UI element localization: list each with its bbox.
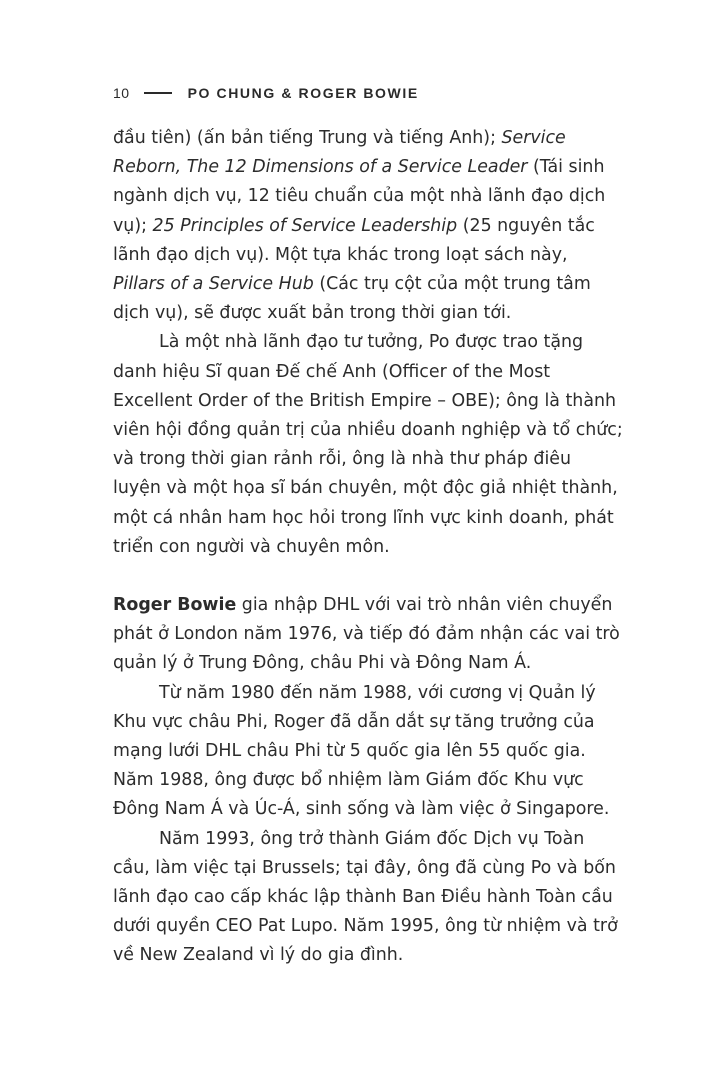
running-header-authors: PO CHUNG & ROGER BOWIE: [187, 85, 419, 101]
paragraph-roger-global: Năm 1993, ông trở thành Giám đốc Dịch vụ Toàn cầu, làm việc tại Brussels; tại đây, ông đã cùng Po và bốn lãnh đạo cao cấp khác lập thành Ban Điều hành Toàn cầu dưới quyền CEO Pat Lupo. Năm 1995, ông từ nhiệm và trở về New Zealand vì lý do gia đình.: [113, 828, 618, 966]
text-run: (Tái sinh ngành dịch vụ, 12 tiêu chuẩn của một nhà lãnh đạo dịch vụ);: [113, 157, 606, 236]
paragraph-roger-intro: [113, 591, 623, 679]
author-name-roger-bowie: Roger Bowie: [113, 595, 237, 616]
header-rule: [144, 92, 172, 94]
running-header: [113, 83, 419, 103]
book-title-pillars: Pillars of a Service Hub: [113, 274, 314, 295]
book-title-25-principles: 25 Principles of Service Leadership: [152, 215, 458, 236]
book-title-service-reborn: Service Reborn, The 12 Dimensions of a Service Leader: [113, 128, 566, 178]
text-run: (25 nguyên tắc lãnh đạo dịch vụ). Một tựa khác trong loạt sách này,: [113, 215, 595, 265]
page-number: 10: [113, 85, 130, 101]
text-run: đầu tiên) (ấn bản tiếng Trung và tiếng Anh);: [113, 128, 502, 148]
text-run: (Các trụ cột của một trung tâm dịch vụ), sẽ được xuất bản trong thời gian tới.: [113, 274, 591, 324]
paragraph-roger-africa: Từ năm 1980 đến năm 1988, với cương vị Quản lý Khu vực châu Phi, Roger đã dẫn dắt sự tăng trưởng của mạng lưới DHL châu Phi từ 5 quốc gia lên 55 quốc gia. Năm 1988, ông được bổ nhiệm làm Giám đốc Khu vực Đông Nam Á và Úc-Á, sinh sống và làm việc ở Singapore.: [113, 682, 610, 820]
section-spacer: [113, 562, 623, 591]
text-run: gia nhập DHL với vai trò nhân viên chuyển phát ở London năm 1976, và tiếp đó đảm nhận các vai trò quản lý ở Trung Đông, châu Phi và Đông Nam Á.: [113, 595, 620, 674]
paragraph-po-books: [113, 124, 623, 328]
page-body: [113, 124, 623, 971]
paragraph-po-honors: Là một nhà lãnh đạo tư tưởng, Po được trao tặng danh hiệu Sĩ quan Đế chế Anh (Officer of the Most Excellent Order of the British Empire – OBE); ông là thành viên hội đồng quản trị của nhiều doanh nghiệp và tổ chức; và trong thời gian rảnh rỗi, ông là nhà thư pháp điêu luyện và một họa sĩ bán chuyên, một độc giả nhiệt thành, một cá nhân ham học hỏi trong lĩnh vực kinh doanh, phát triển con người và chuyên môn.: [113, 332, 623, 557]
